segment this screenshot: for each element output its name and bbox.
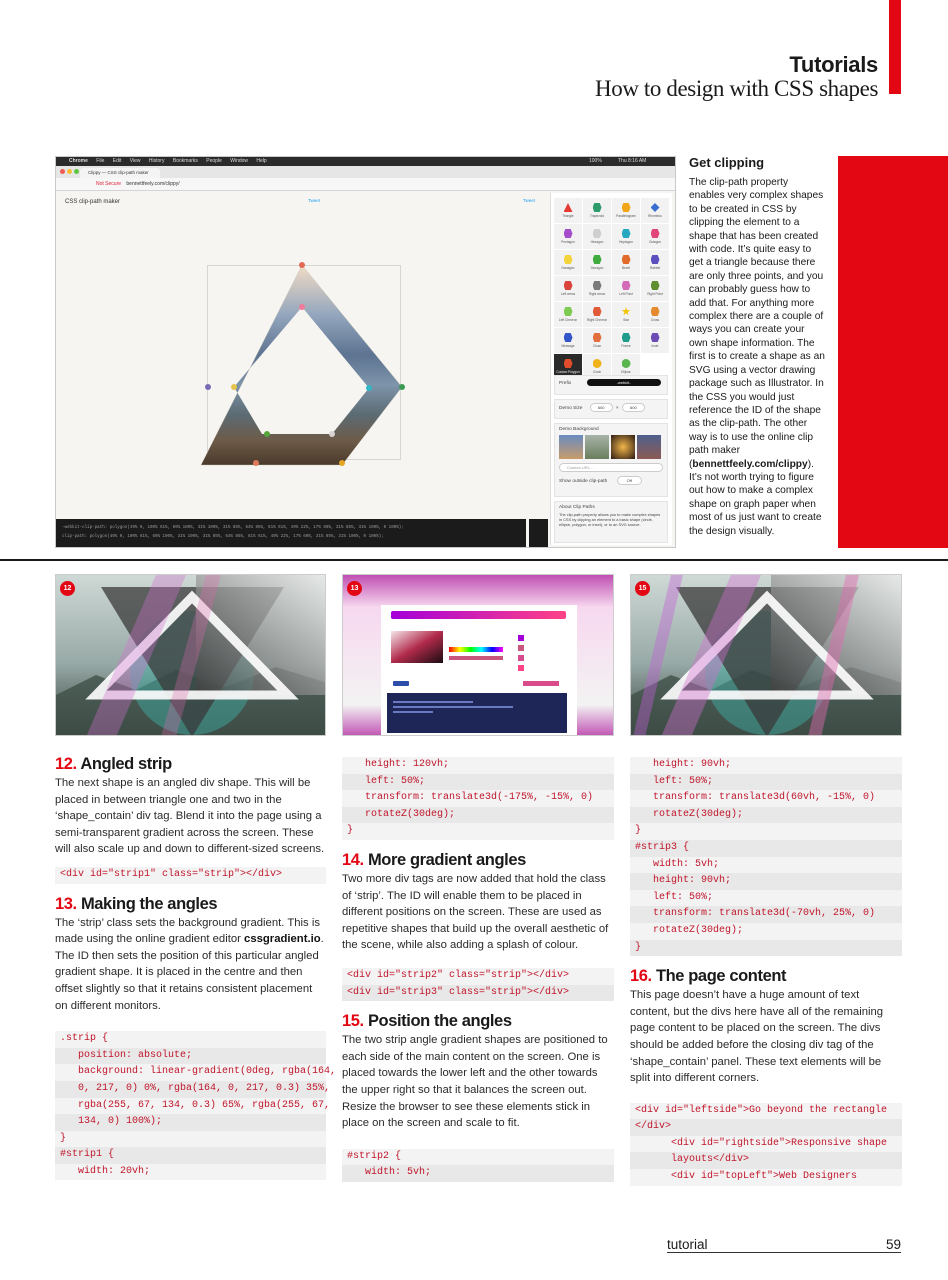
shape-option[interactable] — [612, 302, 640, 327]
step-15-heading — [342, 1011, 614, 1031]
figure-15 — [630, 574, 902, 736]
clippy-sidebar — [550, 193, 672, 545]
prefix-panel — [554, 375, 668, 395]
step-15-title: Position the angles — [367, 1012, 512, 1031]
code-line: transform: translate3d(60vh, -15%, 0) — [630, 790, 902, 807]
shape-option-label: Bevel — [622, 266, 630, 270]
shape-preview-icon — [564, 203, 573, 212]
shape-preview-icon — [622, 281, 631, 290]
battery-readout: 100% — [589, 158, 602, 164]
shape-preview-icon — [651, 229, 660, 238]
figure-badge: 12 — [60, 581, 75, 596]
code-line: rotateZ(30deg); — [342, 807, 614, 824]
shape-option-label: Left Chevron — [558, 318, 578, 322]
code-line: transform: translate3d(-175%, -15%, 0) — [342, 790, 614, 807]
step-15-code — [342, 1149, 614, 1182]
step-13-body — [55, 915, 326, 1015]
code-line: width: 20vh; — [55, 1164, 326, 1181]
browser-tabbar — [56, 166, 676, 178]
figure-12 — [55, 574, 326, 736]
code-line: .strip { — [55, 1031, 326, 1048]
step-16-title: The page content — [655, 967, 787, 986]
code-line: <div id="strip2" class="strip"></div> — [342, 968, 614, 985]
step-12-body: The next shape is an angled div shape. This will be placed in between triangle one and two in the ‘shape_contain’ div tag. Blend it into the page using a semi-transparent gradient across the screen. These will also scale up and down to different-sized screens. — [55, 777, 325, 856]
shape-preview-icon — [593, 359, 602, 368]
code-line: height: 120vh; — [342, 757, 614, 774]
shape-option[interactable] — [554, 224, 582, 249]
red-side-panel — [838, 156, 948, 548]
code-line: position: absolute; — [55, 1048, 326, 1065]
get-clipping-title: Get clipping — [689, 155, 765, 170]
handle-point[interactable] — [299, 262, 305, 268]
code-line: } — [55, 1131, 326, 1148]
show-outside-label: Show outside clip-path — [559, 479, 608, 484]
demo-size-label: Demo Size — [559, 406, 583, 411]
clip-path-demo[interactable] — [199, 257, 409, 472]
column-2 — [342, 754, 614, 1192]
step-15-number: 15. — [342, 1012, 364, 1031]
step-16-heading — [630, 966, 902, 986]
shape-option-label: Message — [561, 344, 575, 348]
shape-option[interactable] — [583, 224, 611, 249]
url-text: bennettfeely.com/clippy/ — [126, 181, 180, 187]
shape-preview-icon — [564, 281, 573, 290]
code-line: <div id="strip1" class="strip"></div> — [55, 867, 326, 884]
handle-point[interactable] — [366, 385, 372, 391]
shape-preview-icon — [651, 281, 660, 290]
shape-option[interactable] — [612, 250, 640, 275]
column-3 — [630, 754, 902, 1196]
show-outside-row — [559, 476, 663, 485]
code-side-panel — [529, 519, 548, 547]
shape-option[interactable] — [583, 302, 611, 327]
shape-option[interactable] — [612, 328, 640, 353]
handle-point[interactable] — [205, 384, 211, 390]
shape-preview-icon — [622, 307, 631, 316]
demo-background-panel — [554, 423, 668, 497]
shape-option[interactable] — [641, 224, 669, 249]
address-bar[interactable] — [56, 178, 676, 191]
shape-option-label: Heptagon — [619, 240, 633, 244]
menu-item-chrome[interactable]: Chrome — [69, 158, 88, 164]
generated-css-output[interactable] — [56, 519, 526, 547]
step-15-body: The two strip angle gradient shapes are positioned to each side of the main content on the screen. One is placed towards the lower left and the other towards the upper right so that it balances the screen out. Resize the browser to see these elements stick in place on the screen and scale to fit. — [342, 1034, 608, 1130]
minimize-window-dot[interactable] — [67, 169, 72, 174]
clock: Thu 8:16 AM — [618, 158, 647, 164]
shape-option-label: Nonagon — [561, 266, 575, 270]
code-line: } — [630, 823, 902, 840]
figure-badge: 13 — [347, 581, 362, 596]
code-line: rotateZ(30deg); — [630, 807, 902, 824]
step-16-number: 16. — [630, 967, 652, 986]
shape-preview-icon — [651, 203, 660, 212]
get-clipping-text: The clip-path property enables very complex shapes to be created in CSS by clipping the element to a shape that has been created with code. It’s quite easy to get a triangle because there are only three points, and you can probably guess how to add that. For anything more complex there are a couple of ways you can create your own shape information. The first is to create a shape as an SVG using a vector drawing package such as Illustrator. In the CSS you would just reference the ID of the shape as the clip-path. The other way is to use the online clip path maker ( — [689, 177, 825, 470]
step-12-title: Angled strip — [80, 755, 172, 773]
step-12-heading — [55, 754, 326, 774]
figure-13-art — [343, 575, 614, 736]
handle-point[interactable] — [231, 384, 237, 390]
clippy-screenshot — [55, 156, 676, 548]
menu-item-people[interactable]: People — [206, 158, 222, 164]
code-line: #strip1 { — [55, 1147, 326, 1164]
shape-option-label: Triangle — [562, 214, 574, 218]
bg-thumb-coast[interactable] — [559, 435, 583, 459]
shape-preview-icon — [593, 255, 602, 264]
handle-point[interactable] — [329, 431, 335, 437]
shape-option[interactable] — [583, 250, 611, 275]
handle-point[interactable] — [253, 460, 259, 466]
menu-item-view[interactable]: View — [129, 158, 141, 164]
shape-option[interactable] — [641, 276, 669, 301]
code-line: #strip2 { — [342, 1149, 614, 1166]
shape-option[interactable] — [612, 276, 640, 301]
page-number: 59 — [885, 1237, 901, 1252]
menu-item-history[interactable]: History — [148, 158, 165, 164]
shape-option[interactable] — [641, 198, 669, 223]
shape-grid — [554, 198, 672, 379]
clippy-link[interactable]: bennettfeely.com/clippy — [692, 458, 808, 470]
show-outside-toggle[interactable]: Off — [617, 476, 642, 485]
step-13-text-end: . The ID then sets the position of this particular angled gradient shape. It is placed in the centre and then offset slightly so that it retains consistent placement on different monitors. — [55, 933, 324, 1012]
code-line: transform: translate3d(-70vh, 25%, 0) — [630, 906, 902, 923]
demo-height-input[interactable]: 600 — [622, 403, 645, 412]
mac-menubar — [56, 157, 676, 166]
handle-point[interactable] — [264, 431, 270, 437]
shape-preview-icon — [593, 307, 602, 316]
shape-preview-icon — [564, 333, 573, 342]
shape-option-label: Ellipse — [621, 370, 631, 374]
step-14-title: More gradient angles — [367, 850, 526, 869]
shape-option-label: Star — [623, 318, 629, 322]
step-12-number: 12. — [55, 755, 77, 773]
not-secure-label: Not Secure — [96, 181, 122, 187]
shape-option-label: Left arrow — [560, 292, 576, 296]
handle-point[interactable] — [299, 304, 305, 310]
shape-option-label: Left Point — [619, 292, 633, 296]
code-line: } — [342, 823, 614, 840]
shape-preview-icon — [622, 333, 631, 342]
step-14-number: 14. — [342, 850, 364, 869]
shape-option-label: Parallelogram — [616, 214, 636, 218]
shape-option[interactable] — [612, 198, 640, 223]
shape-option-label: Close — [592, 344, 602, 348]
step-13-text: The ‘strip’ class sets the background gradient. This is made using the online gradient editor — [55, 916, 320, 946]
red-corner-tab — [889, 0, 901, 94]
article-title: How to design with CSS shapes — [595, 76, 878, 101]
shape-option[interactable] — [554, 250, 582, 275]
code-line: } — [630, 940, 902, 957]
about-title: About Clip Paths — [559, 505, 595, 510]
tweet-button[interactable]: Tweet — [308, 198, 321, 203]
css-line-webkit: -webkit-clip-path: polygon(49% 0, 100% 61%, 69% 100%, 31% 100%, 31% 85%, 64% 85%, 81% 61%, 49% 22%, 17% 60%, 31% 85%, 31% 100%, 0 100%); — [62, 526, 404, 530]
about-panel — [554, 501, 668, 543]
shape-option-label: Octagon — [648, 240, 662, 244]
shape-preview-icon — [564, 359, 573, 368]
figure-badge: 15 — [635, 581, 650, 596]
code-line: #strip3 { — [630, 840, 902, 857]
shape-option-label: Inset — [651, 344, 659, 348]
step-14-heading — [342, 850, 614, 870]
shape-preview-icon — [564, 229, 573, 238]
menu-item-edit[interactable]: Edit — [112, 158, 122, 164]
shape-preview-icon — [622, 229, 631, 238]
code-line: left: 50%; — [630, 774, 902, 791]
about-text: The clip-path property allows you to make complex shapes in CSS by clipping an element to a basic shape (circle, ellipse, polygon, or inset), or to an SVG source. — [559, 512, 661, 527]
menu-item-window[interactable]: Window — [230, 158, 249, 164]
shape-preview-icon — [622, 203, 631, 212]
demo-width-input[interactable]: 600 — [590, 403, 613, 412]
strip2-3-code — [630, 757, 902, 956]
shape-option-label: Rabbet — [649, 266, 661, 270]
step-13-code — [55, 1031, 337, 1180]
code-line: 134, 0) 100%); — [55, 1114, 326, 1131]
shape-option[interactable] — [641, 302, 669, 327]
shape-preview-icon — [651, 255, 660, 264]
menu-item-bookmarks[interactable]: Bookmarks — [172, 158, 198, 164]
shape-option-label: Right Chevron — [586, 318, 608, 322]
prefix-label: Prefix — [559, 381, 572, 386]
code-line: layouts</div> — [630, 1152, 902, 1169]
shape-preview-icon — [622, 255, 631, 264]
shape-option[interactable] — [583, 328, 611, 353]
shape-preview-icon — [564, 255, 573, 264]
menu-item-help[interactable]: Help — [256, 158, 267, 164]
cssgradient-link[interactable]: cssgradient.io — [244, 933, 321, 946]
shape-option[interactable] — [554, 328, 582, 353]
code-line: <div id="rightside">Responsive shape — [630, 1136, 902, 1153]
shape-option-label: Cross — [650, 318, 660, 322]
code-line: width: 5vh; — [342, 1165, 614, 1182]
shape-preview-icon — [593, 229, 602, 238]
browser-tab[interactable]: Clippy — CSS clip-path maker — [80, 168, 160, 178]
shape-option[interactable] — [641, 328, 669, 353]
step-14-code — [342, 968, 614, 1001]
shape-preview-icon — [564, 307, 573, 316]
code-line: <div id="strip3" class="strip"></div> — [342, 985, 614, 1002]
zoom-window-dot[interactable] — [74, 169, 79, 174]
clipped-polygon — [201, 265, 402, 465]
bg-thumb-city[interactable] — [637, 435, 661, 459]
shape-option-label: Right arrow — [588, 292, 606, 296]
step-13-number: 13. — [55, 894, 77, 913]
shape-option-label: Frame — [621, 344, 631, 348]
figure-13 — [342, 574, 614, 736]
shape-option[interactable] — [612, 224, 640, 249]
shape-option[interactable] — [583, 276, 611, 301]
code-line: width: 5vh; — [630, 857, 902, 874]
shape-option[interactable] — [641, 250, 669, 275]
shape-option-label: Trapezoid — [589, 214, 605, 218]
shape-preview-icon — [622, 359, 631, 368]
size-multiply: × — [615, 406, 619, 411]
page-footer — [667, 1236, 901, 1253]
shape-preview-icon — [593, 203, 602, 212]
code-line: </div> — [630, 1119, 902, 1136]
shape-option[interactable] — [583, 198, 611, 223]
bg-thumb-fireworks[interactable] — [611, 435, 635, 459]
shape-option-label: Decagon — [590, 266, 604, 270]
shape-option-label: Hexagon — [590, 240, 604, 244]
shape-option[interactable] — [554, 302, 582, 327]
section-title: Tutorials — [789, 52, 878, 77]
handle-point[interactable] — [399, 384, 405, 390]
custom-url-input[interactable]: Custom URL... — [559, 463, 663, 472]
step-16-body: This page doesn’t have a huge amount of text content, but the divs here have all of the remaining page content to be placed on the screen. The divs should be added before the closing div tag of the ‘shape_contain’ panel. These text elements will be split into different corners. — [630, 989, 884, 1085]
shape-option[interactable] — [554, 276, 582, 301]
handle-point[interactable] — [339, 460, 345, 466]
figure-15-art — [631, 575, 902, 736]
column-1 — [55, 754, 337, 1190]
footer-label: tutorial — [667, 1237, 708, 1252]
code-line: left: 50%; — [630, 890, 902, 907]
figure-12-art — [56, 575, 326, 736]
code-line: height: 90vh; — [630, 873, 902, 890]
close-window-dot[interactable] — [60, 169, 65, 174]
shape-option-label: Custom Polygon — [556, 370, 580, 374]
shape-preview-icon — [651, 333, 660, 342]
shape-option-label: Right Point — [647, 292, 663, 296]
shape-option-label: Rhombus — [648, 214, 662, 218]
code-line: height: 90vh; — [630, 757, 902, 774]
step-12-code — [55, 867, 326, 884]
shape-preview-icon — [651, 307, 660, 316]
menu-item-file[interactable]: File — [96, 158, 105, 164]
code-line: 0, 217, 0) 0%, rgba(164, 0, 217, 0.3) 35%, — [55, 1081, 326, 1098]
demo-size-panel — [554, 399, 668, 419]
css-line-standard: clip-path: polygon(49% 0, 100% 61%, 69% 100%, 31% 100%, 31% 85%, 64% 85%, 81% 61%, 49% 22%, 17% 60%, 31% 85%, 31% 100%, 0 100%); — [62, 535, 384, 539]
get-clipping-text-end: ). It’s not worth trying to figure out how to make a complex shape on graph paper when most of us just want to create the design visually. — [689, 458, 822, 537]
shape-preview-icon — [593, 333, 602, 342]
get-clipping-body — [689, 176, 825, 538]
tweet-button-2[interactable]: Tweet — [523, 198, 536, 203]
demo-bg-label: Demo Background — [559, 427, 599, 432]
bg-thumb-field[interactable] — [585, 435, 609, 459]
shape-option[interactable] — [554, 198, 582, 223]
code-line: left: 50%; — [342, 774, 614, 791]
shape-preview-icon — [593, 281, 602, 290]
code-line: background: linear-gradient(0deg, rgba(164, — [55, 1064, 326, 1081]
code-line: rotateZ(30deg); — [630, 923, 902, 940]
step-13-title: Making the angles — [80, 894, 218, 913]
code-line: <div id="topLeft">Web Designers — [630, 1169, 902, 1186]
code-line: rgba(255, 67, 134, 0.3) 65%, rgba(255, 67, — [55, 1098, 326, 1115]
app-title: CSS clip-path maker — [65, 199, 121, 205]
section-divider — [0, 559, 948, 561]
step-14-body: Two more div tags are now added that hold the class of ‘strip’. The ID will enable them to be placed in different positions on the screen. These are used as repetitive shapes that build up the overall aesthetic of the scene, while also adding a splash of colour. — [342, 872, 609, 952]
step-16-code — [630, 1103, 902, 1186]
code-line: <div id="leftside">Go beyond the rectangle — [630, 1103, 902, 1120]
strip1-code-continued — [342, 757, 614, 840]
prefix-toggle[interactable]: -webkit- — [587, 379, 661, 386]
shape-option-label: Pentagon — [561, 240, 575, 244]
step-13-heading — [55, 894, 326, 914]
shape-option-label: Circle — [592, 370, 602, 374]
